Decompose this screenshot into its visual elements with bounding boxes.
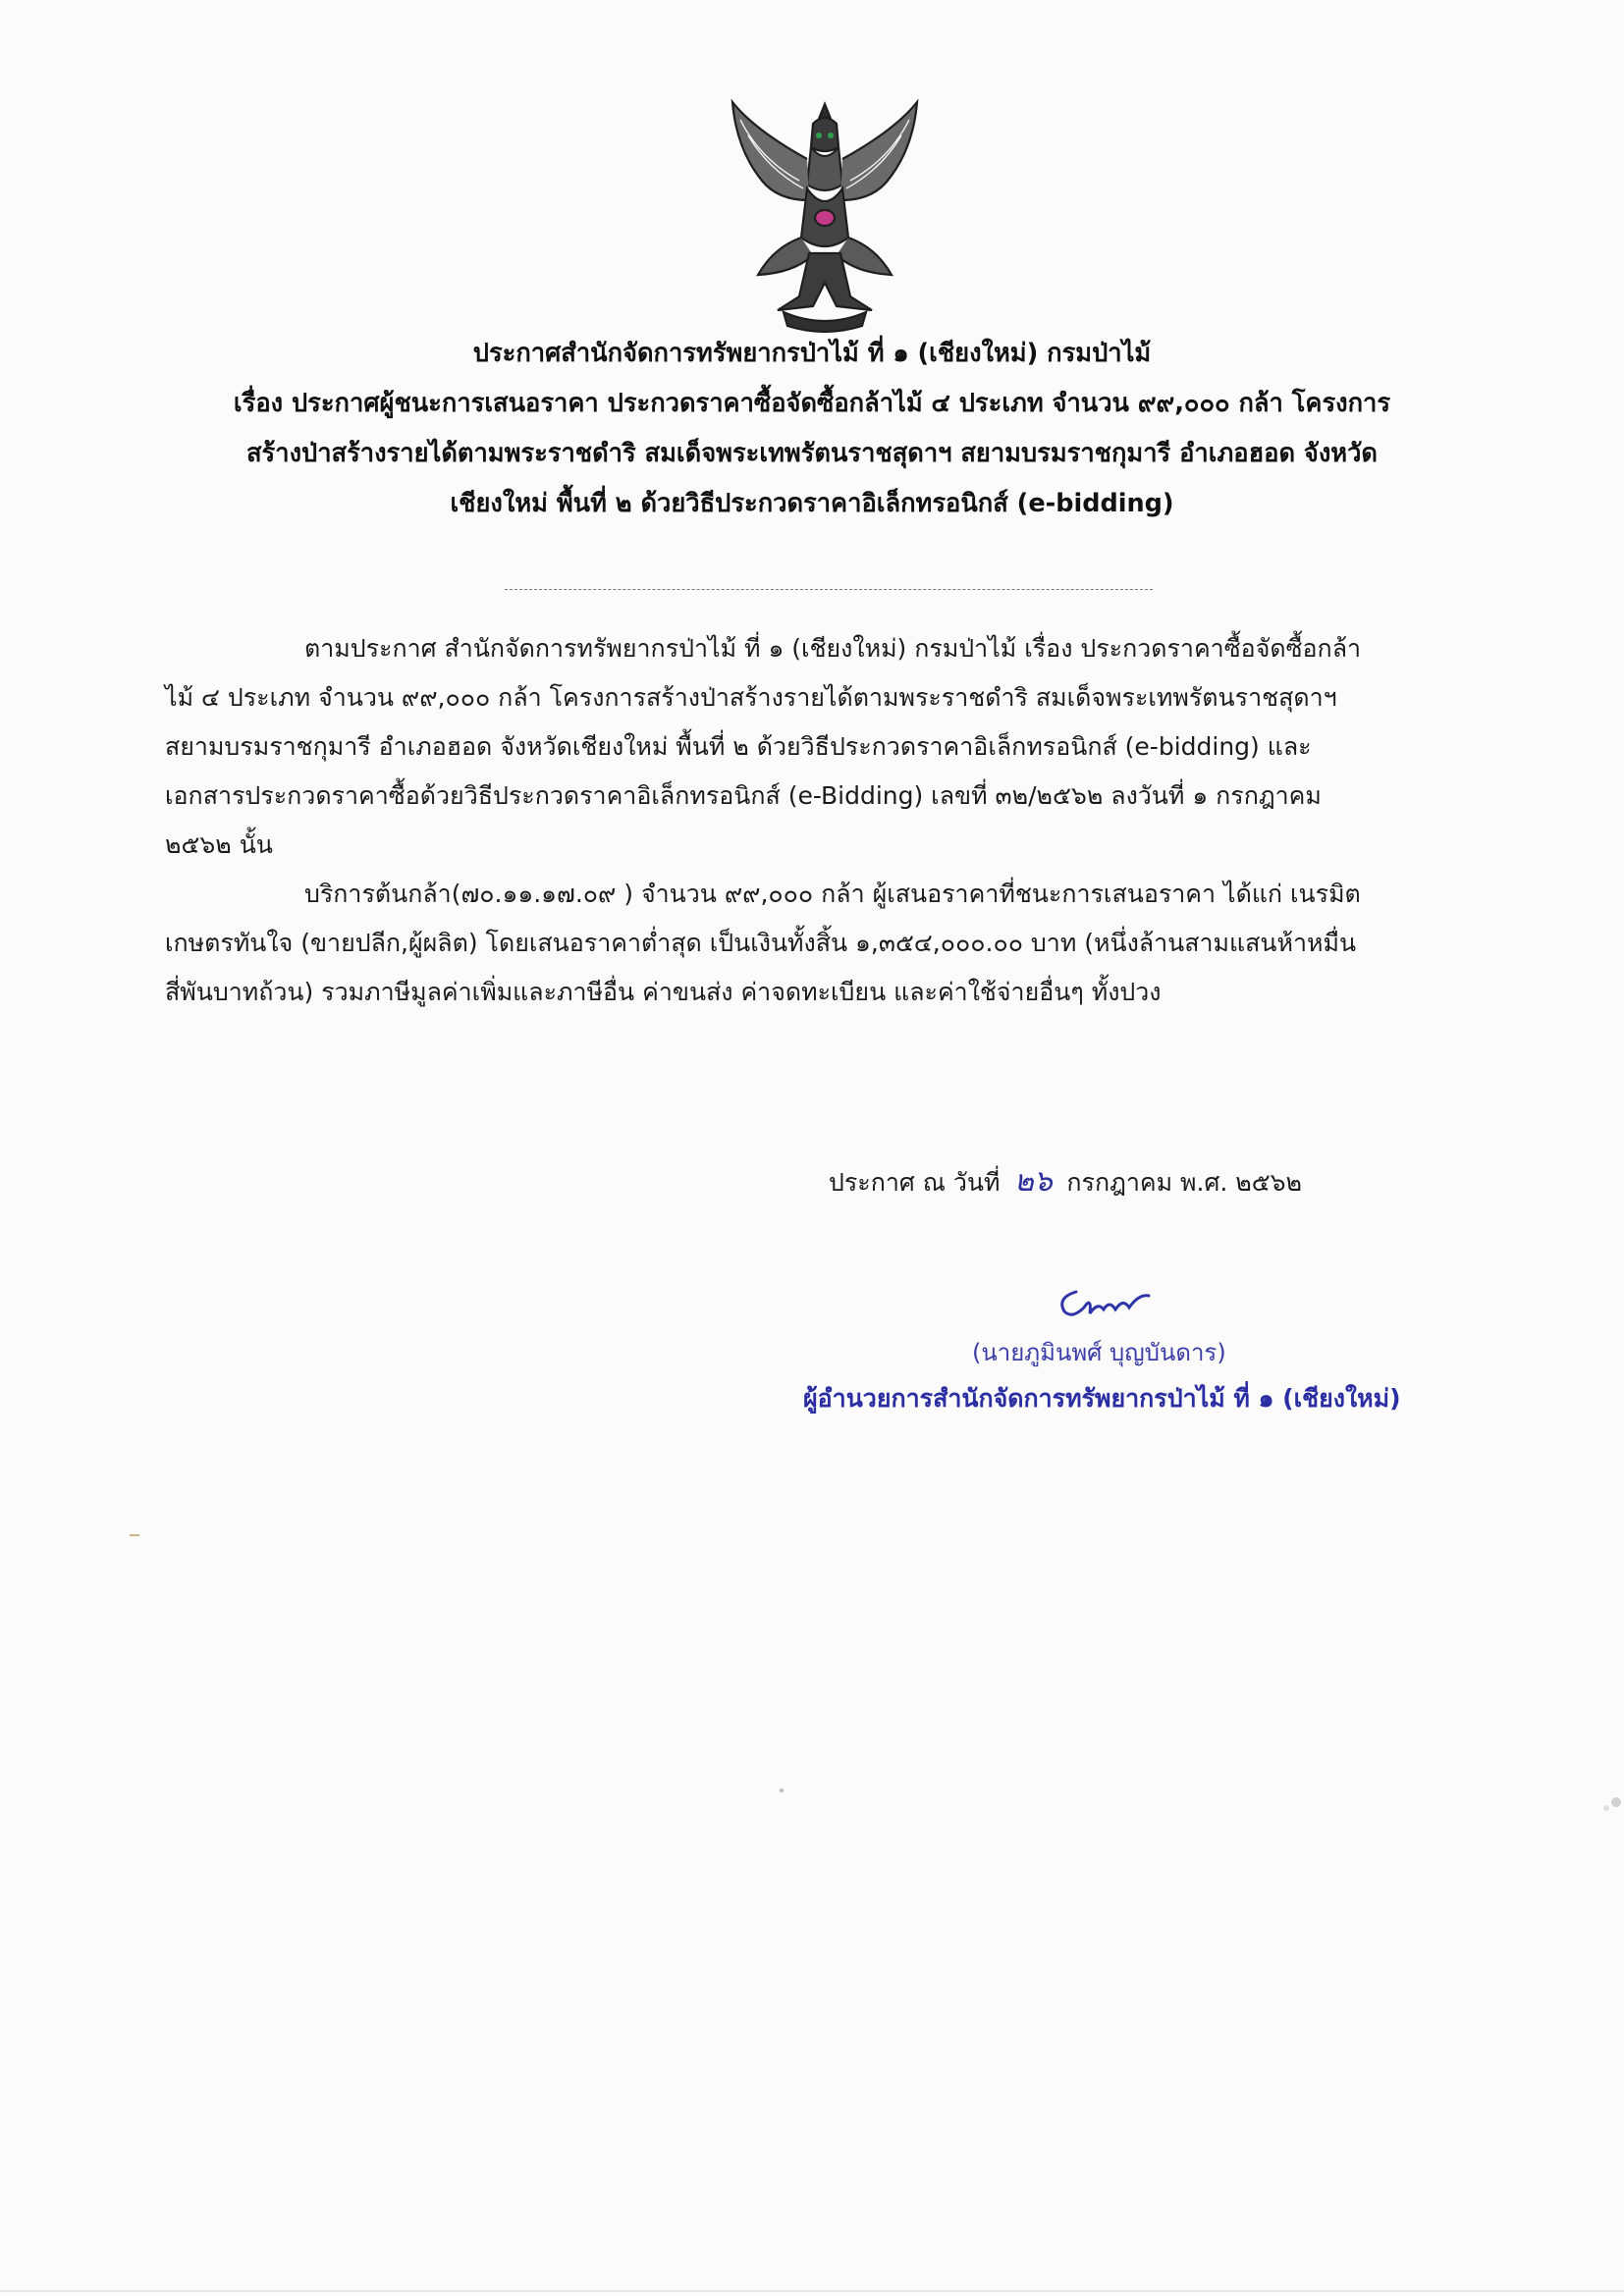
title-line-3: สร้างป่าสร้างรายได้ตามพระราชดำริ สมเด็จพระเทพรัตนราชสุดาฯ สยามบรมราชกุมารี อำเภอฮอด จังหวัด [245,439,1378,468]
title-line-4: เชียงใหม่ พื้นที่ ๒ ด้วยวิธีประกวดราคาอิเล็กทรอนิกส์ (e-bidding) [450,489,1174,518]
date-prefix: ประกาศ ณ วันที่ [829,1168,1001,1197]
signer-position: ผู้อำนวยการสำนักจัดการทรัพยากรป่าไม้ ที่ ๑ (เชียงใหม่) [803,1384,1401,1413]
announcement-body [165,624,1481,1017]
announcement-title [147,329,1477,529]
paragraph-line: ตามประกาศ สำนักจัดการทรัพยากรป่าไม้ ที่ ๑ (เชียงใหม่) กรมป่าไม้ เรื่อง ประกวดราคาซื้อจัดซื้อกล้า [304,634,1362,663]
paragraph-winner [165,870,1481,1017]
paragraph-line: ไม้ ๔ ประเภท จำนวน ๙๙,๐๐๐ กล้า โครงการสร้างป่าสร้างรายได้ตามพระราชดำริ สมเด็จพระเทพรัตนราชสุดาฯ [165,683,1337,712]
signature-icon [1051,1274,1178,1325]
paragraph-line: สยามบรมราชกุมารี อำเภอฮอด จังหวัดเชียงใหม่ พื้นที่ ๒ ด้วยวิธีประกวดราคาอิเล็กทรอนิกส์ (e-bidding) และ [165,732,1312,761]
handwritten-day: ๒๖ [1014,1164,1053,1199]
date-suffix: กรกฎาคม พ.ศ. ๒๕๖๒ [1066,1168,1302,1197]
paragraph-reference [165,624,1481,870]
paragraph-line: ๒๕๖๒ นั้น [165,830,273,859]
paragraph-line: สี่พันบาทถ้วน) รวมภาษีมูลค่าเพิ่มและภาษีอื่น ค่าขนส่ง ค่าจดทะเบียน และค่าใช้จ่ายอื่นๆ ทั้งปวง [165,978,1162,1006]
title-divider [505,589,1153,590]
title-line-1: ประกาศสำนักจัดการทรัพยากรป่าไม้ ที่ ๑ (เชียงใหม่) กรมป่าไม้ [472,339,1152,368]
title-line-2: เรื่อง ประกาศผู้ชนะการเสนอราคา ประกวดราคาซื้อจัดซื้อกล้าไม้ ๔ ประเภท จำนวน ๙๙,๐๐๐ กล้า โครงการ [233,389,1391,418]
garuda-emblem-icon [715,90,935,338]
paragraph-line: เกษตรทันใจ (ขายปลีก,ผู้ผลิต) โดยเสนอราคาต่ำสุด เป็นเงินทั้งสิ้น ๑,๓๕๔,๐๐๐.๐๐ บาท (หนึ่งล้านสามแสนห้าหมื่น [165,929,1357,957]
paragraph-line: บริการต้นกล้า(๗๐.๑๑.๑๗.๐๙ ) จำนวน ๙๙,๐๐๐ กล้า ผู้เสนอราคาที่ชนะการเสนอราคา ได้แก่ เนรมิต [304,880,1361,908]
paragraph-line: เอกสารประกวดราคาซื้อด้วยวิธีประกวดราคาอิเล็กทรอนิกส์ (e-Bidding) เลขที่ ๓๒/๒๕๖๒ ลงวันที่ ๑ กรกฎาคม [165,781,1322,810]
announcement-date [829,1158,1302,1204]
signer-name: (นายภูมินพศ์ บุญบันดาร) [972,1339,1226,1366]
